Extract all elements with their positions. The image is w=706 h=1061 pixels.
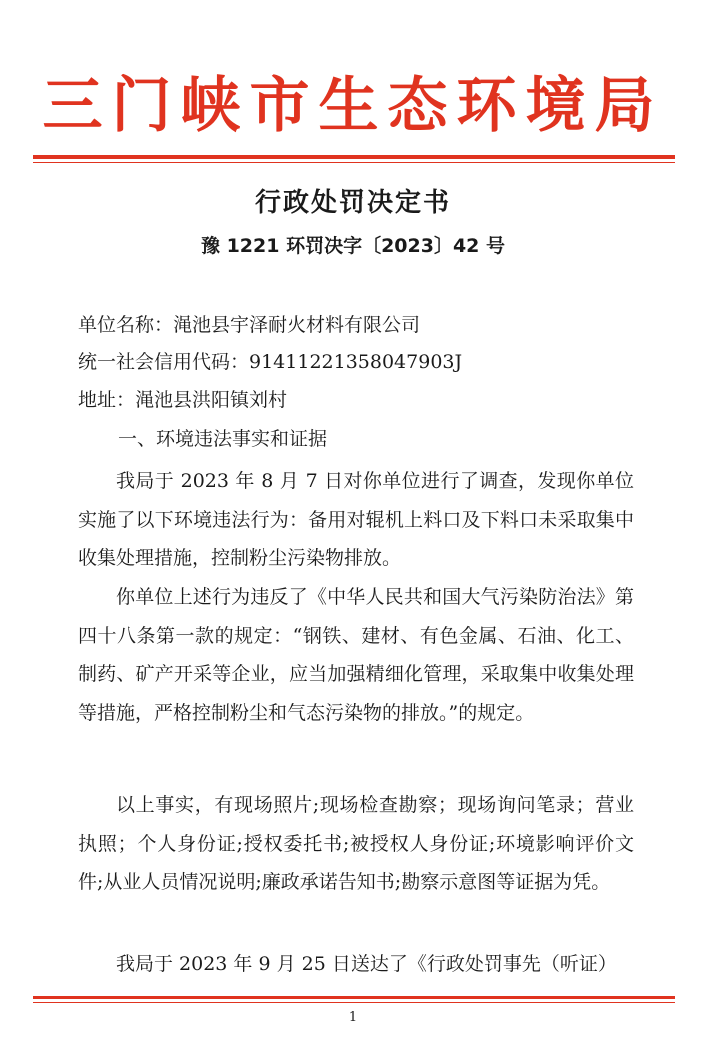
header-rule-thin — [33, 162, 675, 163]
section-heading: 一、环境违法事实和证据 — [118, 428, 328, 450]
body-paragraph: 你单位上述行为违反了《中华人民共和国大气污染防治法》第四十八条第一款的规定：“钢铁、建材、有色金属、石油、化工、制药、矿产开采等企业，应当加强精细化管理，采取集中收集处理等措施，严格控制粉尘和气态污染物的排放。”的规定。 — [78, 586, 634, 724]
party-name-line: 单位名称：渑池县宇泽耐火材料有限公司 — [78, 314, 421, 336]
footer-rule-thin — [33, 1002, 675, 1003]
document-number: 豫 1221 环罚决字〔2023〕42 号 — [200, 235, 506, 257]
document-title: 行政处罚决定书 — [254, 188, 451, 218]
party-address-line: 地址：渑池县洪阳镇刘村 — [78, 389, 288, 411]
party-credit-code-line: 统一社会信用代码：91411221358047903J — [78, 351, 463, 373]
body-paragraph: 我局于 2023 年 8 月 7 日对你单位进行了调查，发现你单位实施了以下环境违法行为：备用对辊机上料口及下料口未采取集中收集处理措施，控制粉尘污染物排放。 — [78, 470, 634, 569]
footer-rule-thick — [33, 996, 675, 999]
body-paragraph: 我局于 2023 年 9 月 25 日送达了《行政处罚事先（听证） — [116, 953, 617, 975]
body-paragraph: 以上事实，有现场照片;现场检查勘察；现场询问笔录；营业执照；个人身份证;授权委托书;被授权人身份证;环境影响评价文件;从业人员情况说明;廉政承诺告知书;勘察示意图等证据为凭。 — [78, 794, 634, 893]
agency-header: 三门峡市生态环境局 — [42, 71, 664, 141]
page-number: 1 — [348, 1010, 358, 1025]
header-rule-thick — [33, 155, 675, 159]
